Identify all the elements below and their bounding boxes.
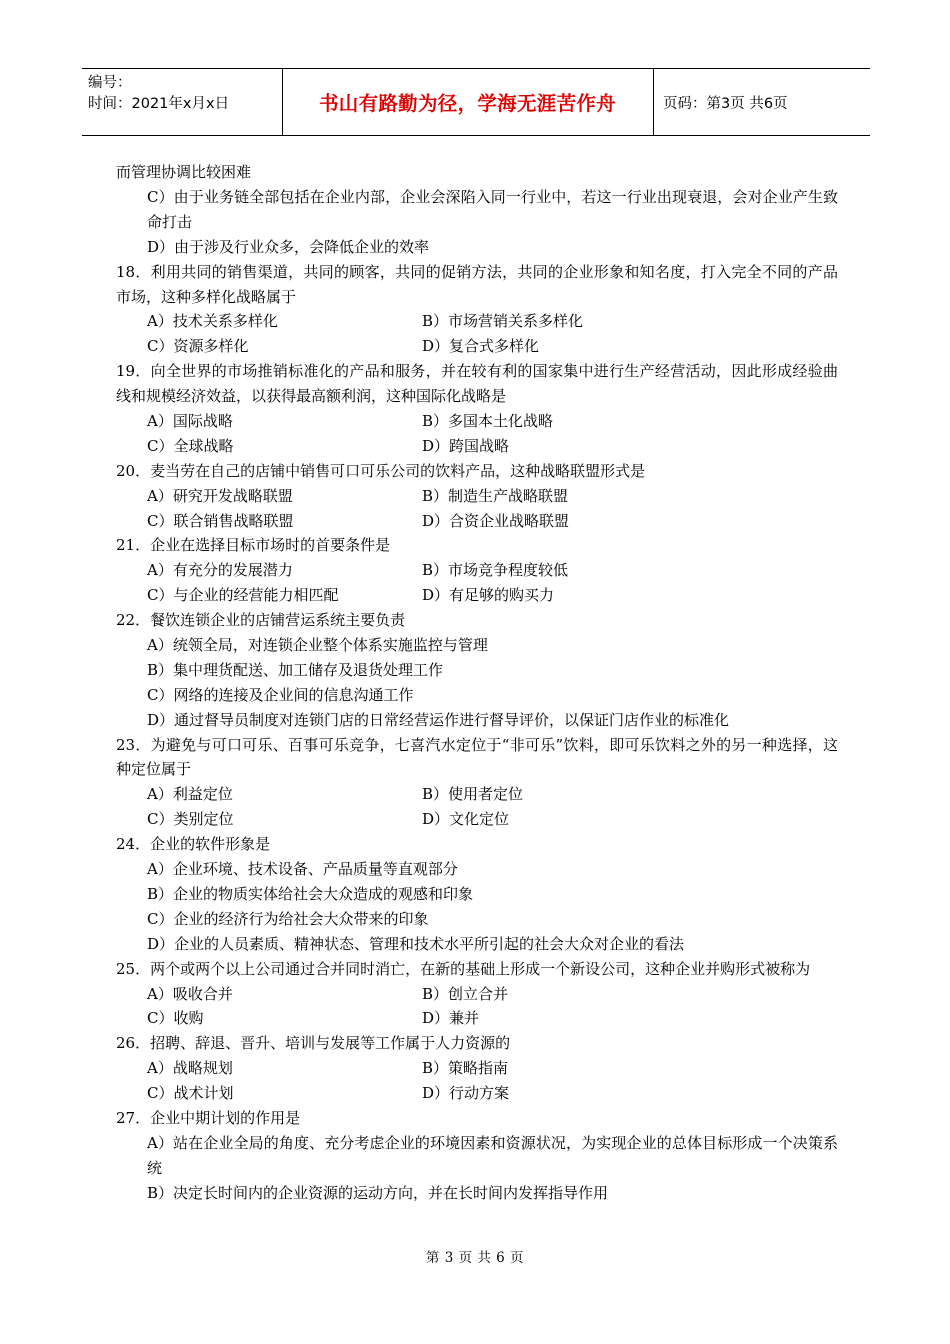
option-b: B）策略指南 — [422, 1059, 509, 1078]
option-b: B）市场营销关系多样化 — [422, 312, 584, 331]
option-c: C）与企业的经营能力相匹配 — [147, 586, 339, 605]
question-22: 22．餐饮连锁企业的店铺营运系统主要负责 — [116, 611, 406, 630]
option-c: C）联合销售战略联盟 — [147, 511, 294, 530]
header-meta — [88, 73, 229, 115]
question-23: 23．为避免与可口可乐、百事可乐竞争，七喜汽水定位于“非可乐”饮料，即可乐饮料之外的另一种选择，这种定位属于 — [116, 735, 838, 779]
option-a: A）技术关系多样化 — [147, 312, 278, 331]
option-b: B）市场竞争程度较低 — [422, 561, 569, 580]
question-18: 18．利用共同的销售渠道，共同的顾客，共同的促销方法，共同的企业形象和知名度，打入完全不同的产品市场，这种多样化战略属于 — [116, 262, 838, 306]
option-d: D）复合式多样化 — [422, 337, 540, 356]
options-row — [116, 409, 838, 434]
option-c: C）企业的经济行为给社会大众带来的印象 — [147, 909, 429, 928]
option-text: C）由于业务链全部包括在企业内部，企业会深陷入同一行业中，若这一行业出现衰退，会对企业产生致命打击 — [147, 187, 838, 231]
option-d: D）通过督导员制度对连锁门店的日常经营运作进行督导评价，以保证门店作业的标准化 — [147, 710, 730, 729]
options-row — [116, 807, 838, 832]
date-label: 时间：2021年x月x日 — [88, 96, 230, 112]
option-b: B）企业的物质实体给社会大众造成的观感和印象 — [147, 884, 474, 903]
options-row — [116, 309, 838, 334]
option-d: D）兼并 — [422, 1009, 480, 1028]
option-a: A）企业环境、技术设备、产品质量等直观部分 — [147, 860, 458, 879]
option-d: D）合资企业战略联盟 — [422, 511, 570, 530]
page-footer: 第 3 页 共 6 页 — [425, 1250, 525, 1266]
option-b: B）多国本土化战略 — [422, 412, 554, 430]
option-a: A）利益定位 — [147, 785, 233, 804]
header-divider — [653, 69, 654, 135]
options-row — [116, 484, 838, 509]
options-row — [116, 782, 838, 807]
option-c: C）收购 — [147, 1009, 204, 1028]
option-c: C）资源多样化 — [147, 337, 249, 356]
option-a: A）站在企业全局的角度、充分考虑企业的环境因素和资源状况，为实现企业的总体目标形成一个决策系统 — [147, 1133, 838, 1177]
serial-label: 编号： — [88, 75, 132, 91]
question-26: 26．招聘、辞退、晋升、培训与发展等工作属于人力资源的 — [116, 1034, 511, 1053]
options-row — [116, 509, 838, 534]
option-c: C）网络的连接及企业间的信息沟通工作 — [147, 685, 414, 704]
question-24: 24．企业的软件形象是 — [116, 835, 271, 854]
option-text: D）由于涉及行业众多，会降低企业的效率 — [147, 237, 430, 256]
options-row — [116, 583, 838, 608]
header-motto: 书山有路勤为径，学海无涯苦作舟 — [318, 92, 616, 115]
options-row — [116, 1081, 838, 1106]
option-d: D）跨国战略 — [422, 436, 510, 455]
option-c: C）战术计划 — [147, 1084, 234, 1103]
options-row — [116, 558, 838, 583]
options-row — [116, 1006, 838, 1031]
text-line: 而管理协调比较困难 — [116, 163, 252, 181]
document-body — [116, 160, 838, 1206]
option-d: D）行动方案 — [422, 1084, 510, 1103]
option-d: D）企业的人员素质、精神状态、管理和技术水平所引起的社会大众对企业的看法 — [147, 934, 685, 953]
question-27: 27．企业中期计划的作用是 — [116, 1108, 301, 1127]
option-c: C）全球战略 — [147, 436, 234, 455]
option-b: B）制造生产战略联盟 — [422, 486, 569, 505]
header-page-label: 页码：第3页 共6页 — [663, 95, 788, 112]
question-21: 21．企业在选择目标市场时的首要条件是 — [116, 536, 391, 555]
options-row — [116, 982, 838, 1007]
option-a: A）战略规划 — [147, 1059, 233, 1078]
options-row — [116, 334, 838, 359]
option-b: B）创立合并 — [422, 984, 509, 1003]
options-row — [116, 434, 838, 459]
option-b: B）使用者定位 — [422, 785, 524, 804]
question-20: 20．麦当劳在自己的店铺中销售可口可乐公司的饮料产品，这种战略联盟形式是 — [116, 461, 646, 480]
option-b: B）集中理货配送、加工储存及退货处理工作 — [147, 660, 444, 679]
question-19: 19．向全世界的市场推销标准化的产品和服务，并在较有利的国家集中进行生产经营活动，因此形成经验曲线和规模经济效益，以获得最高额利润，这种国际化战略是 — [116, 362, 838, 406]
option-d: D）文化定位 — [422, 810, 510, 829]
option-a: A）国际战略 — [147, 412, 233, 430]
option-c: C）类别定位 — [147, 810, 234, 829]
page-header — [82, 68, 870, 136]
options-row — [116, 1056, 838, 1081]
option-a: A）吸收合并 — [147, 984, 233, 1003]
option-a: A）统领全局，对连锁企业整个体系实施监控与管理 — [147, 636, 488, 655]
option-d: D）有足够的购买力 — [422, 586, 555, 605]
option-a: A）有充分的发展潜力 — [147, 561, 293, 580]
option-a: A）研究开发战略联盟 — [147, 486, 293, 505]
question-25: 25．两个或两个以上公司通过合并同时消亡，在新的基础上形成一个新设公司，这种企业并购形式被称为 — [116, 959, 811, 978]
option-b: B）决定长时间内的企业资源的运动方向，并在长时间内发挥指导作用 — [147, 1183, 609, 1202]
